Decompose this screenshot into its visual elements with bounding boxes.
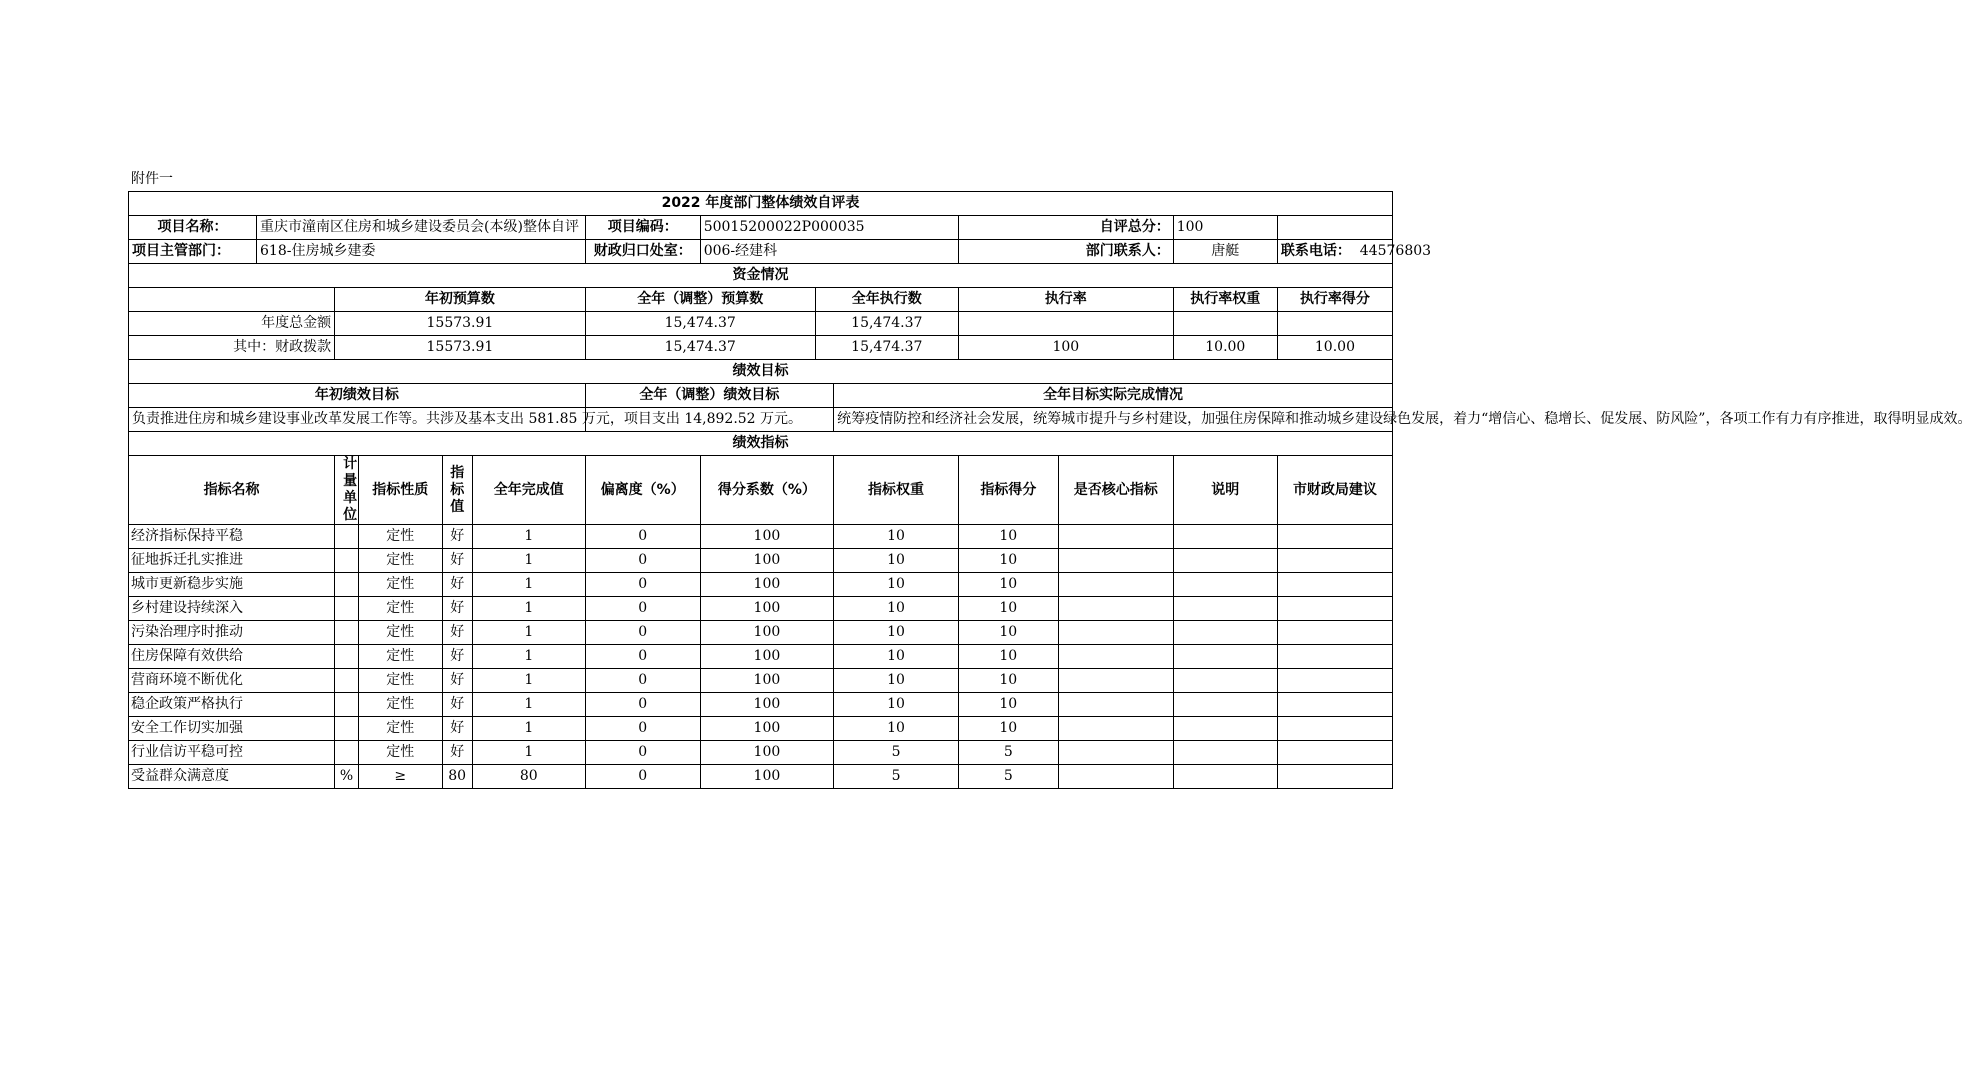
- attachment-label: 附件一: [131, 171, 173, 187]
- evaluation-table: [128, 191, 1971, 789]
- goals-header-actual: 全年目标实际完成情况: [834, 384, 1393, 408]
- ind-deviation: 0: [585, 549, 700, 573]
- ind-deviation: 0: [585, 645, 700, 669]
- ind-core: [1058, 765, 1173, 789]
- ind-weight: 10: [834, 669, 959, 693]
- ind-unit: [335, 669, 359, 693]
- ind-nature: 定性: [358, 597, 442, 621]
- ind-suggestion: [1277, 765, 1392, 789]
- ind-unit: [335, 693, 359, 717]
- ind-suggestion: [1277, 669, 1392, 693]
- ind-note: [1173, 549, 1277, 573]
- funds-executed: 15,474.37: [815, 312, 958, 336]
- funds-adjusted: 15,474.37: [585, 312, 815, 336]
- funds-row-label: 年度总金额: [129, 312, 335, 336]
- funds-header-adjusted: 全年（调整）预算数: [585, 288, 815, 312]
- ind-name: 受益群众满意度: [129, 765, 335, 789]
- project-name-label: 项目名称：: [129, 216, 257, 240]
- ind-score: 10: [958, 597, 1058, 621]
- ind-note: [1173, 741, 1277, 765]
- ind-deviation: 0: [585, 741, 700, 765]
- ind-note: [1173, 573, 1277, 597]
- funds-header-rate: 执行率: [958, 288, 1173, 312]
- ind-name: 安全工作切实加强: [129, 717, 335, 741]
- project-name-value: 重庆市潼南区住房和城乡建设委员会(本级)整体自评: [257, 216, 586, 240]
- ind-completed: 1: [472, 717, 585, 741]
- table-row: [129, 621, 1393, 645]
- ind-score: 10: [958, 549, 1058, 573]
- ind-nature: 定性: [358, 645, 442, 669]
- ind-nature: 定性: [358, 741, 442, 765]
- funds-header-initial: 年初预算数: [335, 288, 586, 312]
- funds-adjusted: 15,474.37: [585, 336, 815, 360]
- ind-core: [1058, 597, 1173, 621]
- funds-score: 10.00: [1277, 336, 1392, 360]
- ind-header-deviation: 偏离度（%）: [585, 456, 700, 525]
- ind-weight: 10: [834, 621, 959, 645]
- table-row: [129, 597, 1393, 621]
- ind-value: 好: [442, 597, 472, 621]
- ind-coefficient: 100: [700, 597, 833, 621]
- ind-header-completed: 全年完成值: [472, 456, 585, 525]
- ind-note: [1173, 693, 1277, 717]
- ind-completed: 1: [472, 597, 585, 621]
- ind-name: 经济指标保持平稳: [129, 525, 335, 549]
- ind-unit: [335, 549, 359, 573]
- ind-completed: 1: [472, 693, 585, 717]
- ind-value: 好: [442, 525, 472, 549]
- ind-nature: 定性: [358, 549, 442, 573]
- ind-score: 10: [958, 645, 1058, 669]
- finance-office-value: 006-经建科: [700, 240, 958, 264]
- ind-name: 征地拆迁扎实推进: [129, 549, 335, 573]
- ind-value: 好: [442, 741, 472, 765]
- funds-row: [129, 336, 1393, 360]
- ind-deviation: 0: [585, 669, 700, 693]
- ind-score: 10: [958, 693, 1058, 717]
- ind-coefficient: 100: [700, 669, 833, 693]
- ind-note: [1173, 717, 1277, 741]
- ind-suggestion: [1277, 693, 1392, 717]
- phone-label: 联系电话：: [1280, 243, 1351, 260]
- funds-section-title: 资金情况: [129, 264, 1393, 288]
- ind-coefficient: 100: [700, 645, 833, 669]
- ind-note: [1173, 525, 1277, 549]
- ind-core: [1058, 525, 1173, 549]
- ind-header-unit: 计量单位: [335, 456, 359, 525]
- ind-coefficient: 100: [700, 765, 833, 789]
- ind-weight: 10: [834, 525, 959, 549]
- ind-suggestion: [1277, 645, 1392, 669]
- ind-deviation: 0: [585, 573, 700, 597]
- ind-score: 10: [958, 525, 1058, 549]
- ind-unit: %: [335, 765, 359, 789]
- ind-header-nature: 指标性质: [358, 456, 442, 525]
- ind-name: 行业信访平稳可控: [129, 741, 335, 765]
- total-score-label: 自评总分：: [958, 216, 1173, 240]
- ind-header-value: 指标值: [442, 456, 472, 525]
- table-row: [129, 525, 1393, 549]
- table-row: [129, 573, 1393, 597]
- ind-header-score: 指标得分: [958, 456, 1058, 525]
- ind-note: [1173, 621, 1277, 645]
- dept-label: 项目主管部门：: [129, 240, 257, 264]
- ind-header-name: 指标名称: [129, 456, 335, 525]
- table-row: [129, 693, 1393, 717]
- goals-header-initial: 年初绩效目标: [129, 384, 586, 408]
- ind-header-core: 是否核心指标: [1058, 456, 1173, 525]
- ind-nature: 定性: [358, 573, 442, 597]
- goals-section-title: 绩效目标: [129, 360, 1393, 384]
- ind-nature: 定性: [358, 717, 442, 741]
- empty-cell: [1277, 216, 1392, 240]
- ind-unit: [335, 741, 359, 765]
- ind-suggestion: [1277, 597, 1392, 621]
- ind-completed: 1: [472, 549, 585, 573]
- table-row: [129, 765, 1393, 789]
- funds-header-score: 执行率得分: [1277, 288, 1392, 312]
- phone-number: 44576803: [1359, 243, 1432, 260]
- funds-initial: 15573.91: [335, 312, 586, 336]
- funds-header-blank: [129, 288, 335, 312]
- funds-weight: 10.00: [1173, 336, 1277, 360]
- ind-value: 好: [442, 669, 472, 693]
- ind-nature: ≥: [358, 765, 442, 789]
- ind-unit: [335, 645, 359, 669]
- ind-unit: [335, 717, 359, 741]
- ind-completed: 1: [472, 525, 585, 549]
- ind-completed: 1: [472, 669, 585, 693]
- ind-weight: 10: [834, 549, 959, 573]
- ind-score: 10: [958, 717, 1058, 741]
- ind-deviation: 0: [585, 693, 700, 717]
- funds-score: [1277, 312, 1392, 336]
- ind-nature: 定性: [358, 525, 442, 549]
- ind-coefficient: 100: [700, 549, 833, 573]
- goals-actual-text: 统筹疫情防控和经济社会发展，统筹城市提升与乡村建设，加强住房保障和推动城乡建设绿色发展，着力“增信心、稳增长、促发展、防风险”，各项工作有力有序推进，取得明显成效。: [834, 408, 1393, 432]
- funds-executed: 15,474.37: [815, 336, 958, 360]
- funds-weight: [1173, 312, 1277, 336]
- funds-header-executed: 全年执行数: [815, 288, 958, 312]
- ind-suggestion: [1277, 621, 1392, 645]
- ind-value: 好: [442, 717, 472, 741]
- table-row: [129, 645, 1393, 669]
- ind-name: 乡村建设持续深入: [129, 597, 335, 621]
- ind-note: [1173, 669, 1277, 693]
- ind-weight: 5: [834, 765, 959, 789]
- page-title: 2022 年度部门整体绩效自评表: [129, 192, 1393, 216]
- ind-completed: 1: [472, 621, 585, 645]
- ind-score: 5: [958, 765, 1058, 789]
- ind-core: [1058, 645, 1173, 669]
- ind-suggestion: [1277, 741, 1392, 765]
- phone-value: [1277, 240, 1432, 264]
- funds-initial: 15573.91: [335, 336, 586, 360]
- total-score-value: 100: [1173, 216, 1277, 240]
- ind-unit: [335, 621, 359, 645]
- ind-score: 10: [958, 621, 1058, 645]
- table-row: [129, 669, 1393, 693]
- funds-rate: [958, 312, 1173, 336]
- ind-suggestion: [1277, 573, 1392, 597]
- ind-note: [1173, 597, 1277, 621]
- ind-name: 稳企政策严格执行: [129, 693, 335, 717]
- ind-score: 10: [958, 669, 1058, 693]
- ind-value: 好: [442, 549, 472, 573]
- ind-nature: 定性: [358, 669, 442, 693]
- funds-rate: 100: [958, 336, 1173, 360]
- ind-header-suggestion: 市财政局建议: [1277, 456, 1392, 525]
- contact-label: 部门联系人：: [958, 240, 1173, 264]
- ind-unit: [335, 525, 359, 549]
- ind-note: [1173, 645, 1277, 669]
- indicators-section-title: 绩效指标: [129, 432, 1393, 456]
- ind-header-note: 说明: [1173, 456, 1277, 525]
- ind-deviation: 0: [585, 717, 700, 741]
- project-code-label: 项目编码：: [585, 216, 700, 240]
- ind-core: [1058, 549, 1173, 573]
- ind-weight: 10: [834, 693, 959, 717]
- table-row: [129, 717, 1393, 741]
- ind-value: 好: [442, 621, 472, 645]
- ind-deviation: 0: [585, 621, 700, 645]
- ind-core: [1058, 717, 1173, 741]
- ind-core: [1058, 693, 1173, 717]
- ind-core: [1058, 669, 1173, 693]
- ind-name: 城市更新稳步实施: [129, 573, 335, 597]
- ind-core: [1058, 573, 1173, 597]
- ind-suggestion: [1277, 549, 1392, 573]
- ind-weight: 10: [834, 597, 959, 621]
- table-row: [129, 741, 1393, 765]
- ind-nature: 定性: [358, 693, 442, 717]
- project-code-value: 50015200022P000035: [700, 216, 958, 240]
- ind-note: [1173, 765, 1277, 789]
- goals-header-adjusted: 全年（调整）绩效目标: [585, 384, 833, 408]
- ind-coefficient: 100: [700, 693, 833, 717]
- ind-completed: 80: [472, 765, 585, 789]
- contact-value: 唐艇: [1173, 240, 1277, 264]
- dept-value: 618-住房城乡建委: [257, 240, 586, 264]
- ind-value: 好: [442, 693, 472, 717]
- ind-weight: 10: [834, 645, 959, 669]
- table-row: [129, 549, 1393, 573]
- ind-weight: 5: [834, 741, 959, 765]
- ind-header-weight: 指标权重: [834, 456, 959, 525]
- ind-suggestion: [1277, 717, 1392, 741]
- ind-deviation: 0: [585, 765, 700, 789]
- ind-completed: 1: [472, 573, 585, 597]
- finance-office-label: 财政归口处室：: [585, 240, 700, 264]
- ind-name: 住房保障有效供给: [129, 645, 335, 669]
- ind-coefficient: 100: [700, 573, 833, 597]
- ind-score: 5: [958, 741, 1058, 765]
- ind-score: 10: [958, 573, 1058, 597]
- ind-suggestion: [1277, 525, 1392, 549]
- ind-unit: [335, 597, 359, 621]
- goals-initial-text: 负责推进住房和城乡建设事业改革发展工作等。共涉及基本支出 581.85 万元，项目支出 14,892.52 万元。: [129, 408, 586, 432]
- ind-core: [1058, 741, 1173, 765]
- ind-nature: 定性: [358, 621, 442, 645]
- ind-name: 营商环境不断优化: [129, 669, 335, 693]
- ind-coefficient: 100: [700, 741, 833, 765]
- funds-row: [129, 312, 1393, 336]
- ind-core: [1058, 621, 1173, 645]
- ind-deviation: 0: [585, 525, 700, 549]
- ind-name: 污染治理序时推动: [129, 621, 335, 645]
- ind-coefficient: 100: [700, 717, 833, 741]
- ind-coefficient: 100: [700, 525, 833, 549]
- ind-value: 好: [442, 645, 472, 669]
- ind-coefficient: 100: [700, 621, 833, 645]
- ind-unit: [335, 573, 359, 597]
- ind-completed: 1: [472, 741, 585, 765]
- funds-row-label: 其中：财政拨款: [129, 336, 335, 360]
- ind-header-coefficient: 得分系数（%）: [700, 456, 833, 525]
- ind-completed: 1: [472, 645, 585, 669]
- funds-header-weight: 执行率权重: [1173, 288, 1277, 312]
- ind-weight: 10: [834, 717, 959, 741]
- ind-value: 好: [442, 573, 472, 597]
- ind-weight: 10: [834, 573, 959, 597]
- ind-value: 80: [442, 765, 472, 789]
- ind-deviation: 0: [585, 597, 700, 621]
